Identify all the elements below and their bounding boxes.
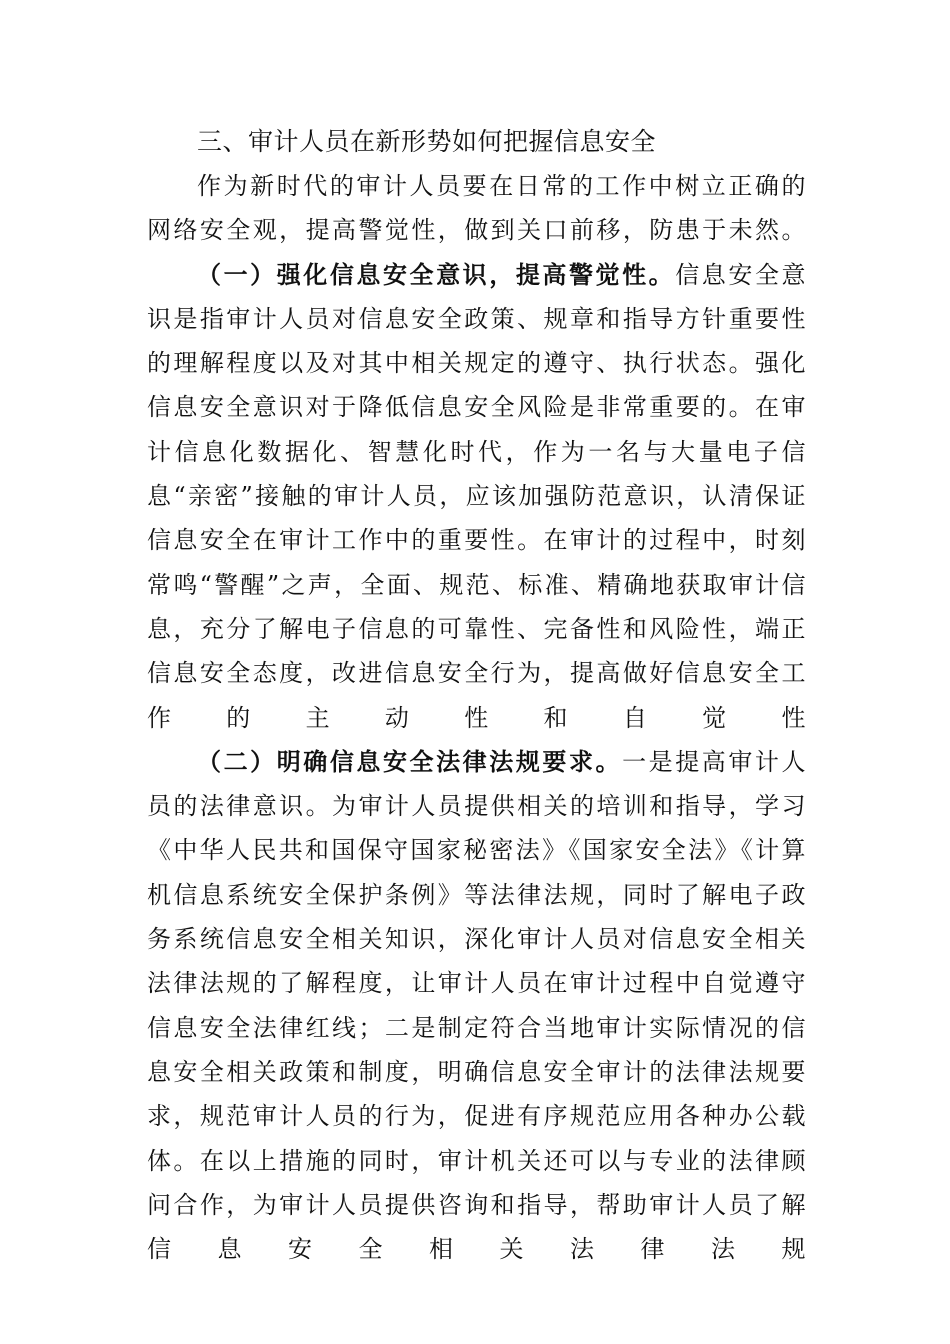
section-heading: 三、审计人员在新形势如何把握信息安全 bbox=[197, 127, 657, 156]
paragraph-awareness-lead: （一）强化信息安全意识，提高警觉性。 bbox=[197, 259, 676, 289]
paragraph-awareness-body: 信息安全意识是指审计人员对信息安全政策、规章和指导方针重要性的理解程度以及对其中相关规定的遵守、执行状态。强化信息安全意识对于降低信息安全风险是非常重要的。在审计信息化数据化、智慧化时代，作为一名与大量电子信息“亲密”接触的审计人员，应该加强防范意识，认清保证信息安全在审计工作中的重要性。在审计的过程中，时刻常鸣“警醒”之声，全面、规范、标准、精确地获取审计信息，充分了解电子信息的可靠性、完备性和风险性，端正信息安全态度，改进信息安全行为，提高做好信息安全工作的主动性和自觉性 bbox=[147, 260, 808, 732]
paragraph-legal-body: 一是提高审计人员的法律意识。为审计人员提供相关的培训和指导，学习《中华人民共和国保守国家秘密法》《国家安全法》《计算机信息系统安全保护条例》等法律法规，同时了解电子政务系统信息安全相关知识，深化审计人员对信息安全相关法律法规的了解程度，让审计人员在审计过程中自觉遵守信息安全法律红线；二是制定符合当地审计实际情况的信息安全相关政策和制度，明确信息安全审计的法律法规要求，规范审计人员的行为，促进有序规范应用各种办公载体。在以上措施的同时，审计机关还可以与专业的法律顾问合作，为审计人员提供咨询和指导，帮助审计人员了解信息安全相关法律法规 bbox=[147, 747, 808, 1264]
paragraph-awareness bbox=[147, 253, 807, 740]
paragraph-legal-lead: （二）明确信息安全法律法规要求。 bbox=[197, 746, 623, 776]
paragraph-legal-requirements bbox=[147, 740, 807, 1272]
intro-paragraph: 作为新时代的审计人员要在日常的工作中树立正确的网络安全观，提高警觉性，做到关口前移，防患于未然。 bbox=[147, 172, 807, 245]
document-body bbox=[147, 120, 807, 1271]
